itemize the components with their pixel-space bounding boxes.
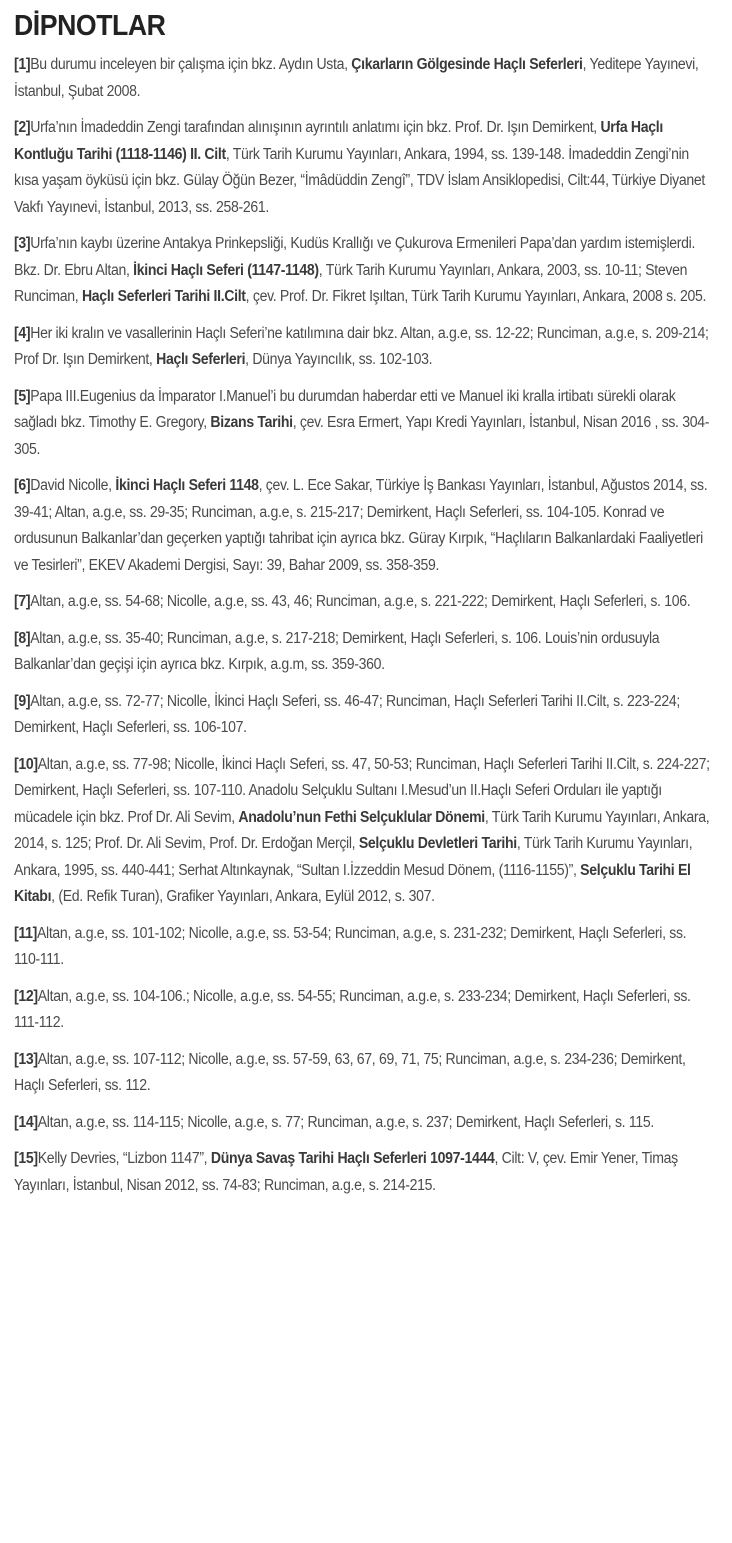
- footnote-text: , Yeditepe Yayınevi, İstanbul, Şubat 2008.: [14, 56, 699, 100]
- footnote-text: , (Ed. Refik Turan), Grafiker Yayınları, Ankara, Eylül 2012, s. 307.: [51, 888, 435, 905]
- footnote-text: Her iki kralın ve vasallerinin Haçlı Seferi’ne katılımına dair bkz. Altan, a.g.e, ss. 12-22; Runciman, a.g.e, s. 209-214; Prof Dr. Işın Demirkent,: [14, 324, 709, 368]
- footnote-item: [14, 1047, 713, 1100]
- footnote-item: [14, 984, 713, 1037]
- footnote-text: Bu durumu inceleyen bir çalışma için bkz. Aydın Usta,: [30, 56, 352, 73]
- footnote-item: [14, 115, 713, 221]
- footnote-text: Altan, a.g.e, ss. 114-115; Nicolle, a.g.e, s. 77; Runciman, a.g.e, s. 237; Demirkent, Haçlı Seferleri, s. 115.: [37, 1113, 654, 1131]
- footnote-text: , çev. Esra Ermert, Yapı Kredi Yayınları, İstanbul, Nisan 2016 , ss. 304-305.: [14, 414, 710, 458]
- footnote-book-title: Urfa Haçlı Kontluğu Tarihi (1118-1146) II. Cilt: [14, 119, 663, 163]
- footnote-item: [14, 384, 713, 464]
- footnote-item: [14, 1110, 713, 1137]
- footnote-book-title: Dünya Savaş Tarihi Haçlı Seferleri 1097-1444: [210, 1150, 495, 1167]
- footnote-text: Urfa’nın kaybı üzerine Antakya Prinkepsliği, Kudüs Krallığı ve Çukurova Ermenileri Papa’dan yardım istemişlerdi. Bkz. Dr. Ebru Altan,: [14, 235, 696, 279]
- footnote-book-title: Çıkarların Gölgesinde Haçlı Seferleri: [351, 56, 583, 73]
- footnote-book-title: Bizans Tarihi: [210, 414, 293, 431]
- footnote-book-title: İkinci Haçlı Seferi (1147-1148): [133, 261, 319, 279]
- footnote-number[interactable]: [10]: [14, 755, 38, 773]
- footnote-text: , çev. L. Ece Sakar, Türkiye İş Bankası Yayınları, İstanbul, Ağustos 2014, ss. 39-41; Altan, a.g.e, ss. 29-35; Runciman, a.g.e, s. 215-217; Demirkent, Haçlı Seferleri, ss. 104-105. Konrad ve ordusunun Balkanlar’dan geçerken yaptığı tahribat için ayrıca bkz. Güray Kırpık, “Haçlıların Balkanlardaki Faaliyetleri ve Tesirleri”, EKEV Akademi Dergisi, Sayı: 39, Bahar 2009, ss. 358-359.: [14, 477, 708, 574]
- footnote-item: [14, 752, 713, 911]
- footnote-text: Altan, a.g.e, ss. 54-68; Nicolle, a.g.e, ss. 43, 46; Runciman, a.g.e, s. 221-222; Demirkent, Haçlı Seferleri, s. 106.: [30, 593, 691, 610]
- footnote-number[interactable]: [6]: [14, 477, 31, 494]
- footnote-item: [14, 52, 713, 105]
- footnote-text: Altan, a.g.e, ss. 77-98; Nicolle, İkinci Haçlı Seferi, ss. 47, 50-53; Runciman, Haçlı Seferleri Tarihi II.Cilt, s. 224-227; Demirkent, Haçlı Seferleri, ss. 107-110. Anadolu Selçuklu Sultanı I.Mesud’un II.Haçlı Seferi Orduları ile yaptığı mücadele için bkz. Prof Dr. Ali Sevim,: [14, 755, 710, 826]
- footnote-book-title: Selçuklu Tarihi El Kitabı: [14, 861, 691, 905]
- footnote-text: Altan, a.g.e, ss. 104-106.; Nicolle, a.g.e, ss. 54-55; Runciman, a.g.e, s. 233-234; Demirkent, Haçlı Seferleri, ss. 111-112.: [14, 987, 691, 1031]
- footnote-text: , Türk Tarih Kurumu Yayınları, Ankara, 2003, ss. 10-11; Steven Runciman,: [14, 261, 688, 305]
- footnote-text: , Türk Tarih Kurumu Yayınları, Ankara, 1995, ss. 440-441; Serhat Altınkaynak, “Sultan I.İzzeddin Mesud Dönem, (1116-1155)”,: [14, 835, 693, 879]
- page-heading: DİPNOTLAR: [14, 10, 166, 42]
- footnote-number[interactable]: [4]: [14, 324, 31, 342]
- footnote-number[interactable]: [7]: [14, 593, 31, 610]
- footnote-text: Altan, a.g.e, ss. 35-40; Runciman, a.g.e, s. 217-218; Demirkent, Haçlı Seferleri, s. 106. Louis’nin ordusuyla Balkanlar’dan geçişi için ayrıca bkz. Kırpık, a.g.m, ss. 359-360.: [14, 629, 660, 673]
- footnote-book-title: Haçlı Seferleri: [156, 351, 246, 368]
- footnote-text: Altan, a.g.e, ss. 101-102; Nicolle, a.g.e, ss. 53-54; Runciman, a.g.e, s. 231-232; Demirkent, Haçlı Seferleri, ss. 110-111.: [14, 924, 687, 968]
- footnote-number[interactable]: [5]: [14, 387, 31, 405]
- footnote-text: , Türk Tarih Kurumu Yayınları, Ankara, 1994, ss. 139-148. İmadeddin Zengi’nin kısa yaşam öyküsü için bkz. Gülay Öğün Bezer, “İmâdüddin Zengî”, TDV İslam Ansiklopedisi, Cilt:44, Türkiye Diyanet Vakfı Yayınevi, İstanbul, 2013, ss. 258-261.: [14, 145, 705, 216]
- footnote-book-title: Haçlı Seferleri Tarihi II.Cilt: [81, 288, 246, 305]
- footnote-item: [14, 231, 713, 311]
- footnote-text: , Türk Tarih Kurumu Yayınları, Ankara, 2014, s. 125; Prof. Dr. Ali Sevim, Prof. Dr. Erdoğan Merçil,: [14, 808, 710, 852]
- footnote-text: , Dünya Yayıncılık, ss. 102-103.: [245, 351, 433, 368]
- footnote-item: [14, 689, 713, 742]
- footnote-number[interactable]: [14]: [14, 1113, 38, 1131]
- footnote-item: [14, 589, 713, 616]
- footnote-text: , çev. Prof. Dr. Fikret Işıltan, Türk Tarih Kurumu Yayınları, Ankara, 2008 s. 205.: [245, 288, 707, 305]
- footnote-text: Altan, a.g.e, ss. 107-112; Nicolle, a.g.e, ss. 57-59, 63, 67, 69, 71, 75; Runciman, a.g.e, s. 234-236; Demirkent, Haçlı Seferleri, ss. 112.: [14, 1050, 686, 1094]
- footnote-text: David Nicolle,: [30, 477, 116, 494]
- footnote-number[interactable]: [15]: [14, 1150, 38, 1167]
- footnote-list: [14, 52, 713, 1209]
- footnote-number[interactable]: [12]: [14, 987, 38, 1005]
- footnote-text: Urfa’nın İmadeddin Zengi tarafından alınışının ayrıntılı anlatımı için bkz. Prof. Dr. Işın Demirkent,: [30, 119, 601, 136]
- footnote-book-title: Selçuklu Devletleri Tarihi: [358, 835, 517, 852]
- footnote-number[interactable]: [3]: [14, 235, 31, 252]
- footnote-item: [14, 473, 713, 579]
- footnote-text: , Cilt: V, çev. Emir Yener, Timaş Yayınları, İstanbul, Nisan 2012, ss. 74-83; Runciman, a.g.e, s. 214-215.: [14, 1150, 678, 1194]
- footnote-number[interactable]: [11]: [14, 924, 37, 942]
- footnote-text: Papa III.Eugenius da İmparator I.Manuel’i bu durumdan haberdar etti ve Manuel iki kralla irtibatı sürekli olarak sağladı bkz. Timothy E. Gregory,: [14, 387, 676, 431]
- footnote-item: [14, 1146, 713, 1199]
- footnote-item: [14, 626, 713, 679]
- footnote-number[interactable]: [9]: [14, 692, 31, 710]
- footnote-number[interactable]: [2]: [14, 119, 31, 136]
- footnote-number[interactable]: [8]: [14, 629, 31, 647]
- footnote-number[interactable]: [1]: [14, 56, 31, 73]
- footnote-number[interactable]: [13]: [14, 1050, 38, 1068]
- footnote-book-title: İkinci Haçlı Seferi 1148: [115, 477, 259, 494]
- footnote-text: Kelly Devries, “Lizbon 1147”,: [37, 1150, 211, 1167]
- footnote-item: [14, 921, 713, 974]
- footnote-item: [14, 321, 713, 374]
- footnote-text: Altan, a.g.e, ss. 72-77; Nicolle, İkinci Haçlı Seferi, ss. 46-47; Runciman, Haçlı Seferleri Tarihi II.Cilt, s. 223-224; Demirkent, Haçlı Seferleri, ss. 106-107.: [14, 692, 680, 736]
- footnote-book-title: Anadolu’nun Fethi Selçuklular Dönemi: [238, 808, 485, 826]
